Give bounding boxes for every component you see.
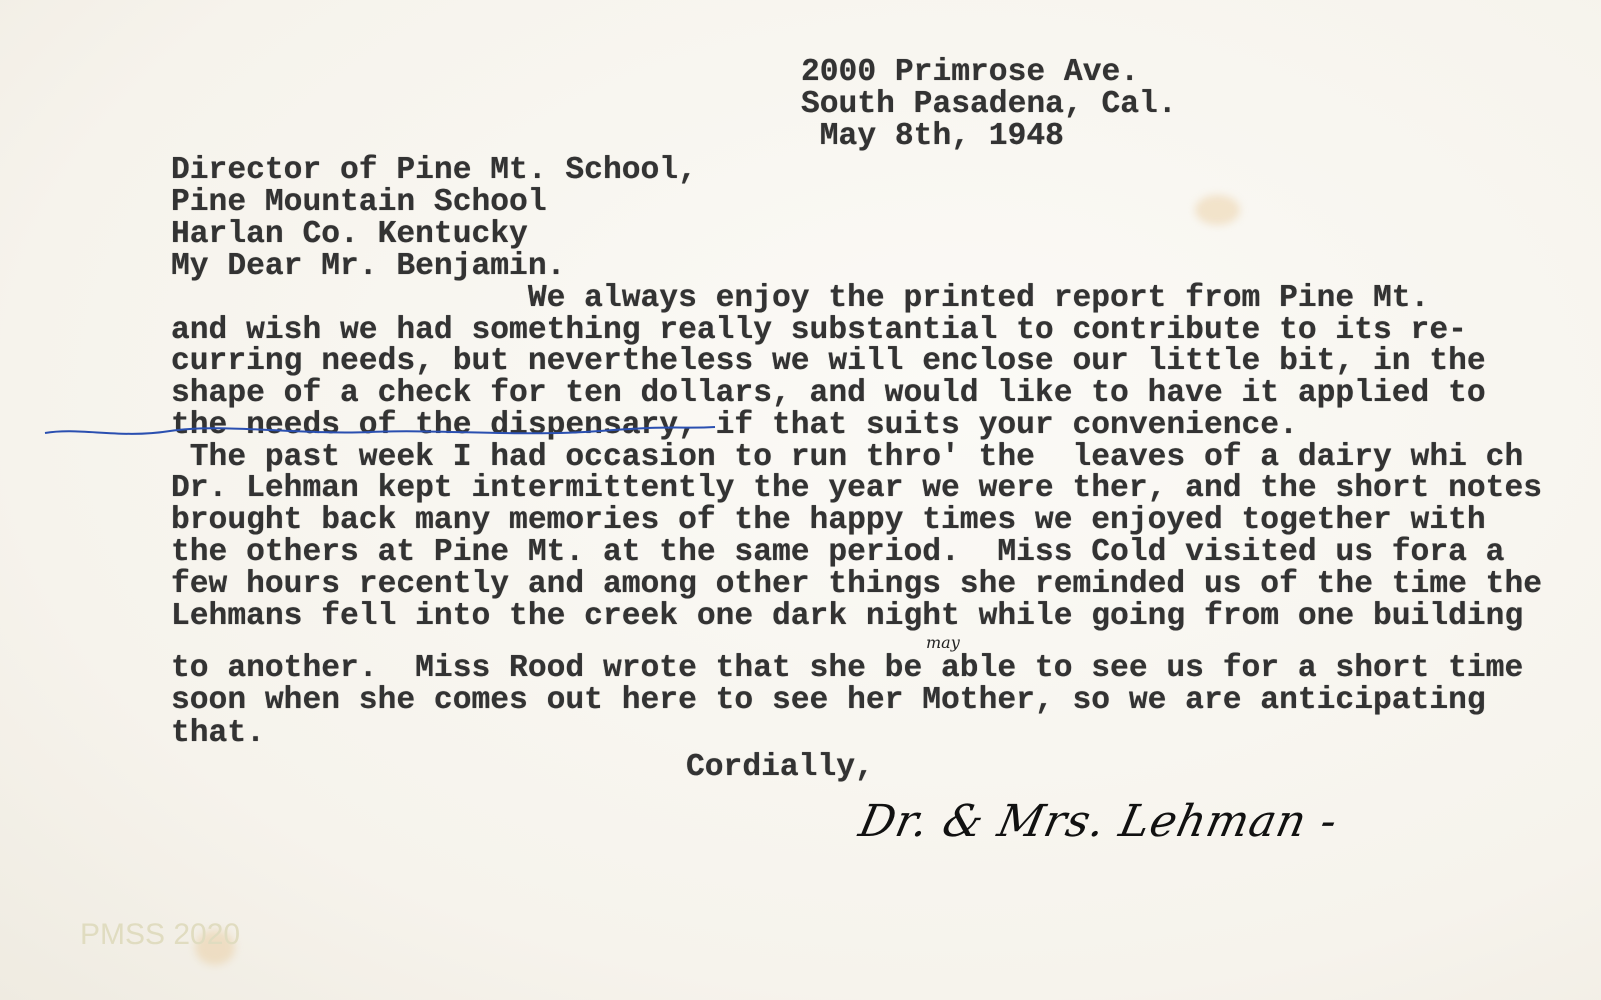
body-line: Dr. Lehman kept intermittently the year we were ther, and the short notes [171, 471, 1543, 506]
recipient-line: Harlan Co. Kentucky [171, 217, 528, 252]
body-line: The past week I had occasion to run thro' the leaves of a dairy whi ch [171, 440, 1524, 475]
signature: Dr. & Mrs. Lehman - [854, 796, 1343, 847]
body-line: curring needs, but nevertheless we will enclose our little bit, in the [171, 344, 1486, 379]
recipient-line: Director of Pine Mt. School, [171, 153, 697, 188]
body-line: to another. Miss Rood wrote that she be able to see us for a short time [171, 651, 1524, 686]
body-line: few hours recently and among other things she reminded us of the time the [171, 567, 1543, 602]
body-line: the needs of the dispensary, if that suits your convenience. [171, 408, 1298, 443]
handwritten-insert: may [926, 633, 960, 652]
recipient-line: Pine Mountain School [171, 185, 547, 220]
closing: Cordially, [686, 750, 874, 785]
salutation: My Dear Mr. Benjamin. [171, 249, 566, 284]
address-line: South Pasadena, Cal. [801, 87, 1177, 122]
body-line: We always enjoy the printed report from Pine Mt. [171, 281, 1430, 316]
address-line: 2000 Primrose Ave. [801, 55, 1140, 90]
body-line: the others at Pine Mt. at the same period. Miss Cold visited us fora a [171, 535, 1505, 570]
watermark: PMSS 2020 [80, 918, 241, 951]
body-line: soon when she comes out here to see her Mother, so we are anticipating [171, 683, 1486, 718]
paper-stain [1195, 195, 1240, 225]
body-line: and wish we had something really substantial to contribute to its re- [171, 313, 1467, 348]
body-line: Lehmans fell into the creek one dark night while going from one building [171, 599, 1524, 634]
body-line: shape of a check for ten dollars, and would like to have it applied to [171, 376, 1486, 411]
body-line: that. [171, 716, 265, 751]
body-line: brought back many memories of the happy times we enjoyed together with [171, 503, 1486, 538]
letter-date: May 8th, 1948 [801, 119, 1064, 154]
